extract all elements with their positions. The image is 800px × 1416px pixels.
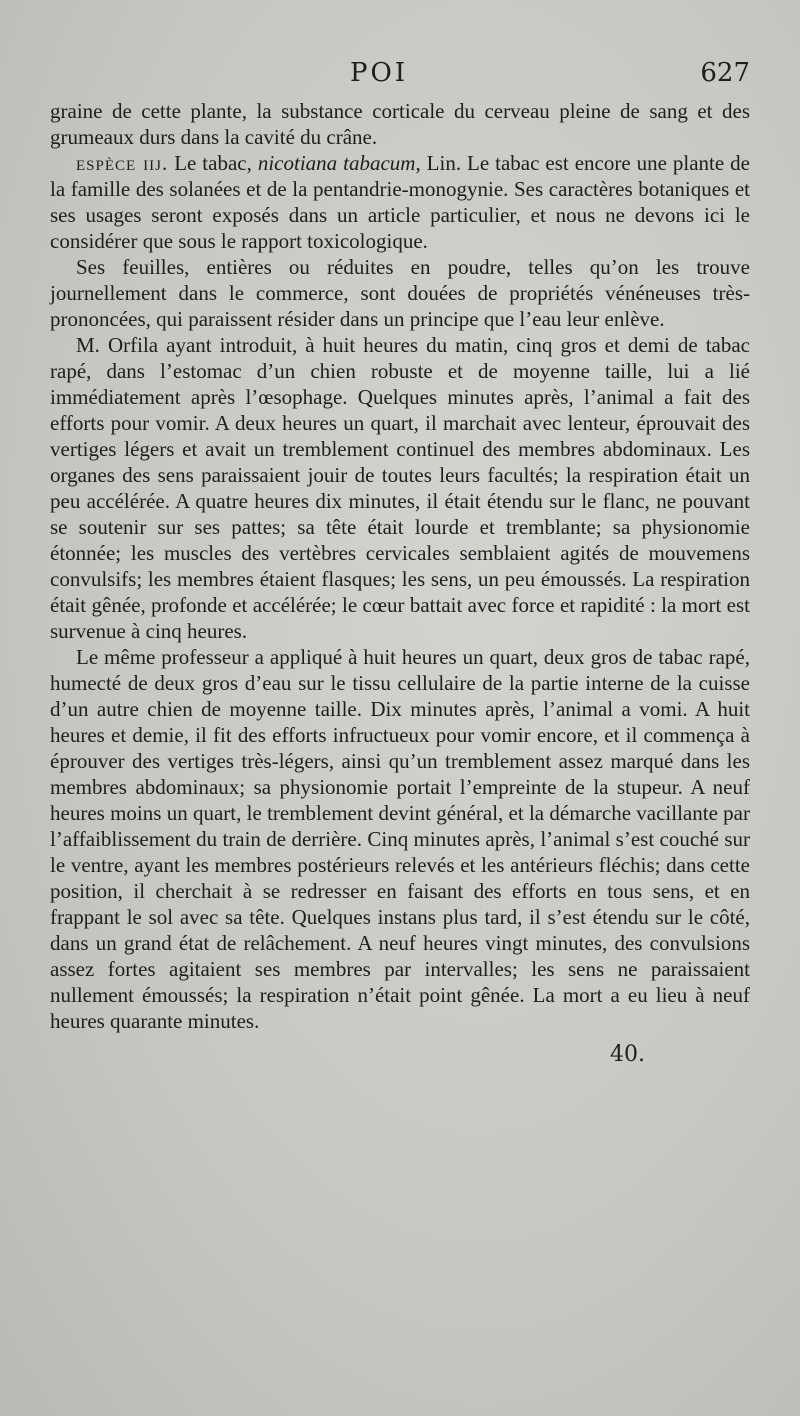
paragraph-espece-iij	[50, 150, 750, 254]
body-text	[50, 98, 750, 1034]
page-number: 627	[700, 58, 750, 88]
species-latin-name: nicotiana tabacum	[257, 151, 416, 175]
signature-mark: 40.	[610, 1042, 645, 1067]
paragraph-continuation: graine de cette plante, la substance corticale du cerveau pleine de sang et des grumeaux durs dans la cavité du crâne.	[50, 99, 750, 149]
page-footer	[50, 1042, 750, 1082]
species-label: espèce iij.	[76, 151, 169, 175]
paragraph-experiment-2: Le même professeur a appliqué à huit heures un quart, deux gros de tabac rapé, humecté de deux gros d’eau sur le tissu cellulaire de la partie interne de la cuisse d’un autre chien de moyenne taille. Dix minutes après, l’animal a vomi. A huit heures et demie, il fit des efforts infructueux pour vomir encore, et il commença à éprouver des vertiges très-légers, ainsi qu’un tremblement assez marqué dans les membres abdominaux; sa physionomie portait l’empreinte de la stupeur. A neuf heures moins un quart, le tremblement devint général, et la démarche vacillante par l’affaiblissement du train de derrière. Cinq minutes après, l’animal s’est couché sur le ventre, ayant les membres postérieurs relevés et les antérieurs fléchis; dans cette position, il cherchait à se redresser en faisant des efforts en tous sens, et en frappant le sol avec sa tête. Quelques instans plus tard, il s’est étendu sur le côté, dans un grand état de relâchement. A neuf heures vingt minutes, des convulsions assez fortes agitaient ses membres par intervalles; les sens ne paraissaient nullement émoussés; la respiration n’était point gênée. La mort a eu lieu à neuf heures quarante minutes.	[50, 645, 750, 1033]
page-header	[50, 58, 750, 98]
species-text-a: Le tabac,	[168, 151, 258, 175]
book-page	[50, 58, 750, 1082]
paragraph-experiment-1: M. Orfila ayant introduit, à huit heures du matin, cinq gros et demi de tabac rapé, dans l’estomac d’un chien robuste et de moyenne taille, lui a lié immédiatement après l’œsophage. Quelques minutes après, l’animal a fait des efforts pour vomir. A deux heures un quart, il marchait avec lenteur, éprouvait des vertiges légers et avait un tremblement continuel des membres abdominaux. Les organes des sens paraissaient jouir de toutes leurs facultés; la respiration était un peu accélérée. A quatre heures dix minutes, il était étendu sur le flanc, ne pouvant se soutenir sur ses pattes; sa tête était lourde et tremblante; sa physionomie étonnée; les muscles des vertèbres cervicales semblaient agités de mouvemens convulsifs; les membres étaient flasques; les sens, un peu émoussés. La respiration était gênée, profonde et accélérée; le cœur battait avec force et rapidité : la mort est survenue à cinq heures.	[50, 333, 750, 643]
paragraph-feuilles: Ses feuilles, entières ou réduites en poudre, telles qu’on les trouve journellement dans le commerce, sont douées de propriétés vénéneuses très-prononcées, qui paraissent résider dans un principe que l’eau leur enlève.	[50, 255, 750, 331]
species-text-b: , Lin. Le tabac est encore une plante de la famille des solanées et de la pentandrie-monogynie. Ses caractères botaniques et ses usages seront exposés dans un article particulier, et nous ne devons ici le considérer que sous le rapport toxicologique.	[50, 151, 750, 253]
running-head: POI	[350, 58, 409, 88]
